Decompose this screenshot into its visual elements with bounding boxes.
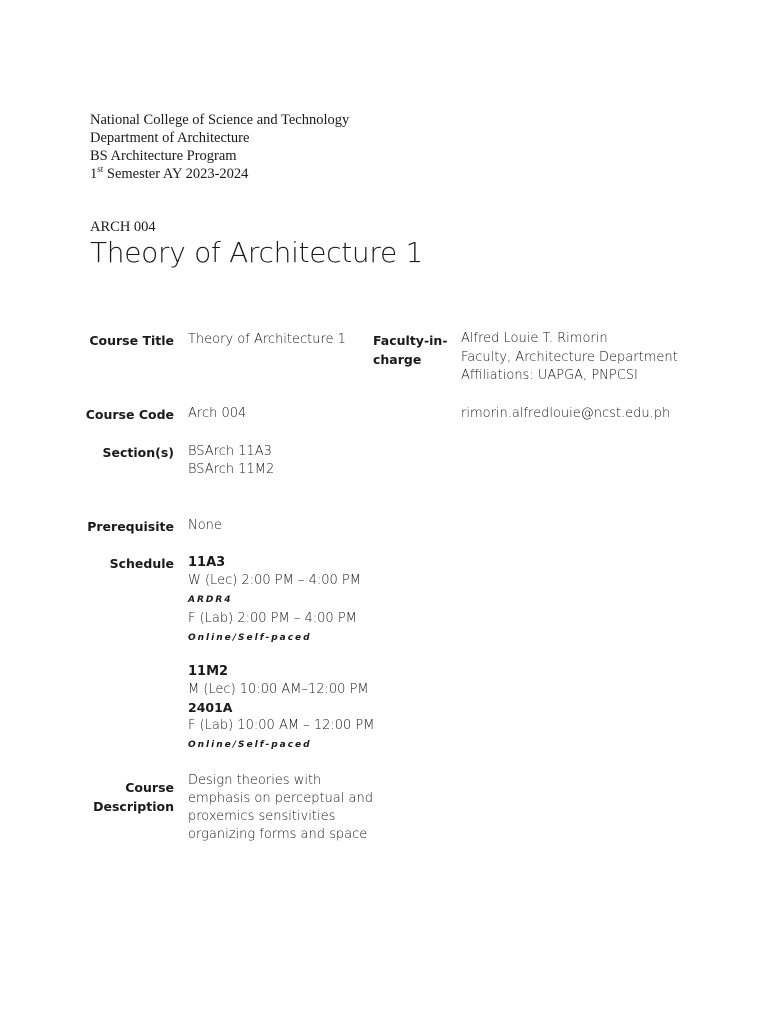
faculty-details bbox=[461, 330, 678, 386]
faculty-label-line-2: charge bbox=[373, 352, 422, 367]
institution-header bbox=[90, 111, 349, 183]
program-name: BS Architecture Program bbox=[90, 148, 237, 164]
faculty-position: Faculty, Architecture Department bbox=[461, 349, 678, 365]
course-description-value bbox=[188, 772, 373, 844]
sections-value bbox=[188, 443, 274, 479]
schedule-lab: F (Lab) 2:00 PM – 4:00 PM bbox=[188, 611, 357, 626]
course-title-value: Theory of Architecture 1 bbox=[188, 332, 346, 347]
department-name: Department of Architecture bbox=[90, 130, 250, 146]
faculty-affiliations: Affiliations: UAPGA, PNPCSI bbox=[461, 368, 638, 383]
schedule-room: Online/Self-paced bbox=[188, 633, 312, 643]
course-code-value: Arch 004 bbox=[188, 406, 247, 421]
description-line: emphasis on perceptual and bbox=[188, 791, 373, 806]
schedule-lecture: W (Lec) 2:00 PM – 4:00 PM bbox=[188, 573, 361, 588]
schedule-room-code: 2401A bbox=[188, 700, 233, 715]
page-title: Theory of Architecture 1 bbox=[90, 236, 424, 269]
schedule-spacer bbox=[188, 648, 374, 663]
prerequisite-label: Prerequisite bbox=[87, 519, 174, 534]
section-item: BSArch 11A3 bbox=[188, 444, 272, 459]
schedule-room: Online/Self-paced bbox=[188, 740, 312, 750]
description-line: organizing forms and space bbox=[188, 827, 368, 842]
schedule-section-name: 11M2 bbox=[188, 664, 229, 679]
course-description-label-line-2: Description bbox=[93, 799, 174, 814]
semester-line bbox=[90, 165, 349, 183]
faculty-email: rimorin.alfredlouie@ncst.edu.ph bbox=[461, 406, 671, 421]
schedule-block bbox=[188, 554, 374, 755]
course-description-label-line-1: Course bbox=[125, 780, 174, 795]
schedule-label: Schedule bbox=[109, 556, 174, 571]
course-code-label: Course Code bbox=[85, 407, 174, 422]
description-line: proxemics sensitivities bbox=[188, 809, 336, 824]
prerequisite-value: None bbox=[188, 518, 222, 533]
semester-number: 1 bbox=[90, 166, 98, 182]
section-item: BSArch 11M2 bbox=[188, 462, 275, 477]
schedule-section-name: 11A3 bbox=[188, 555, 226, 570]
course-code-heading: ARCH 004 bbox=[90, 219, 156, 235]
faculty-name: Alfred Louie T. Rimorin bbox=[461, 331, 608, 346]
course-description-label bbox=[93, 778, 174, 816]
schedule-lecture: M (Lec) 10:00 AM–12:00 PM bbox=[188, 682, 369, 697]
sections-label: Section(s) bbox=[102, 445, 174, 460]
institution-name: National College of Science and Technology bbox=[90, 112, 350, 128]
description-line: Design theories with bbox=[188, 773, 322, 788]
faculty-label bbox=[373, 331, 448, 369]
course-title-label: Course Title bbox=[89, 333, 174, 348]
schedule-room: ARDR4 bbox=[188, 595, 233, 605]
faculty-label-line-1: Faculty-in- bbox=[373, 333, 448, 348]
semester-text: Semester AY 2023-2024 bbox=[103, 166, 249, 182]
semester-suffix: st bbox=[97, 164, 104, 175]
schedule-lab: F (Lab) 10:00 AM – 12:00 PM bbox=[188, 718, 375, 733]
